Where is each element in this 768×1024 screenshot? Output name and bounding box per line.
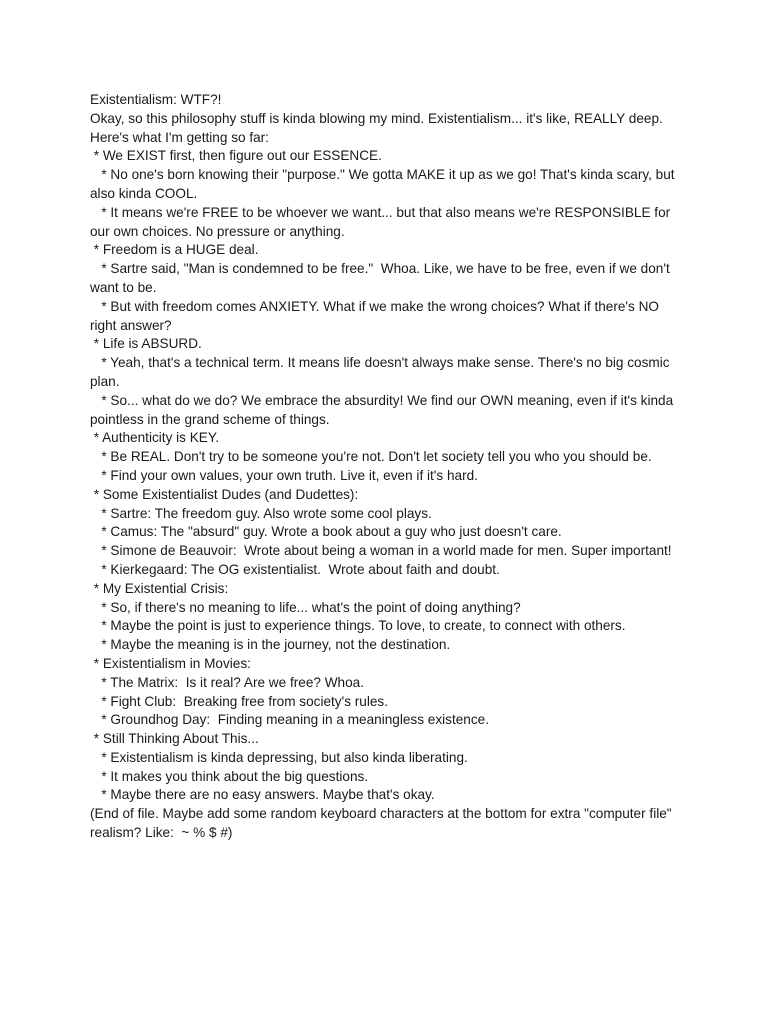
sub-bullet-item: * No one's born knowing their "purpose." We gotta MAKE it up as we go! That's kinda scary, but also kinda COOL. [90, 167, 679, 201]
document-title: Existentialism: WTF?! [90, 92, 222, 107]
sub-bullet-item: * Maybe the meaning is in the journey, not the destination. [90, 637, 451, 653]
closing-note: (End of file. Maybe add some random keyboard characters at the bottom for extra "computer file" realism? Like: ~ % $ #) [90, 806, 676, 841]
sub-bullet-item: * It means we're FREE to be whoever we want... but that also means we're RESPONSIBLE for our own choices. No pressure or anything. [90, 204, 674, 239]
sub-bullet-item: * But with freedom comes ANXIETY. What if we make the wrong choices? What if there's NO right answer? [90, 298, 663, 333]
sub-bullet-item: * Sartre: The freedom guy. Also wrote some cool plays. [90, 505, 432, 521]
intro-paragraph: Okay, so this philosophy stuff is kinda blowing my mind. Existentialism... it's like, REALLY deep. Here's what I'm getting so far: [90, 110, 667, 145]
sub-bullet-item: * Maybe the point is just to experience things. To love, to create, to connect with others. [90, 618, 626, 634]
bullet-item: * Authenticity is KEY. [90, 430, 219, 446]
sub-bullet-item: * Fight Club: Breaking free from society's rules. [90, 693, 389, 709]
sub-bullet-item: * It makes you think about the big questions. [90, 768, 369, 784]
sub-bullet-item: * The Matrix: Is it real? Are we free? Whoa. [90, 674, 365, 690]
sub-bullet-item: * Simone de Beauvoir: Wrote about being a woman in a world made for men. Super important! [90, 543, 672, 559]
sub-bullet-item: * Camus: The "absurd" guy. Wrote a book about a guy who just doesn't care. [90, 524, 562, 540]
bullet-item: * Existentialism in Movies: [90, 655, 251, 671]
sub-bullet-item: * Groundhog Day: Finding meaning in a meaningless existence. [90, 712, 489, 728]
sub-bullet-item: * Sartre said, "Man is condemned to be free." Whoa. Like, we have to be free, even if we don't want to be. [90, 261, 674, 295]
sub-bullet-item: * So, if there's no meaning to life... what's the point of doing anything? [90, 599, 521, 615]
bullet-item: * Life is ABSURD. [90, 336, 202, 352]
bullet-item: * Freedom is a HUGE deal. [90, 242, 259, 258]
document-body [90, 91, 680, 843]
sub-bullet-item: * So... what do we do? We embrace the absurdity! We find our OWN meaning, even if it's kinda pointless in the grand scheme of things. [90, 392, 677, 427]
sub-bullet-item: * Find your own values, your own truth. Live it, even if it's hard. [90, 467, 478, 483]
sub-bullet-item: * Be REAL. Don't try to be someone you're not. Don't let society tell you who you should be. [90, 449, 652, 465]
sub-bullet-item: * Maybe there are no easy answers. Maybe that's okay. [90, 787, 435, 803]
bullet-item: * We EXIST first, then figure out our ESSENCE. [90, 148, 382, 164]
bullet-item: * Still Thinking About This... [90, 731, 259, 747]
sub-bullet-item: * Existentialism is kinda depressing, but also kinda liberating. [90, 749, 468, 765]
sub-bullet-item: * Yeah, that's a technical term. It means life doesn't always make sense. There's no big cosmic plan. [90, 355, 674, 389]
sub-bullet-item: * Kierkegaard: The OG existentialist. Wrote about faith and doubt. [90, 561, 500, 577]
bullet-item: * Some Existentialist Dudes (and Dudettes): [90, 486, 359, 502]
bullet-item: * My Existential Crisis: [90, 580, 229, 596]
